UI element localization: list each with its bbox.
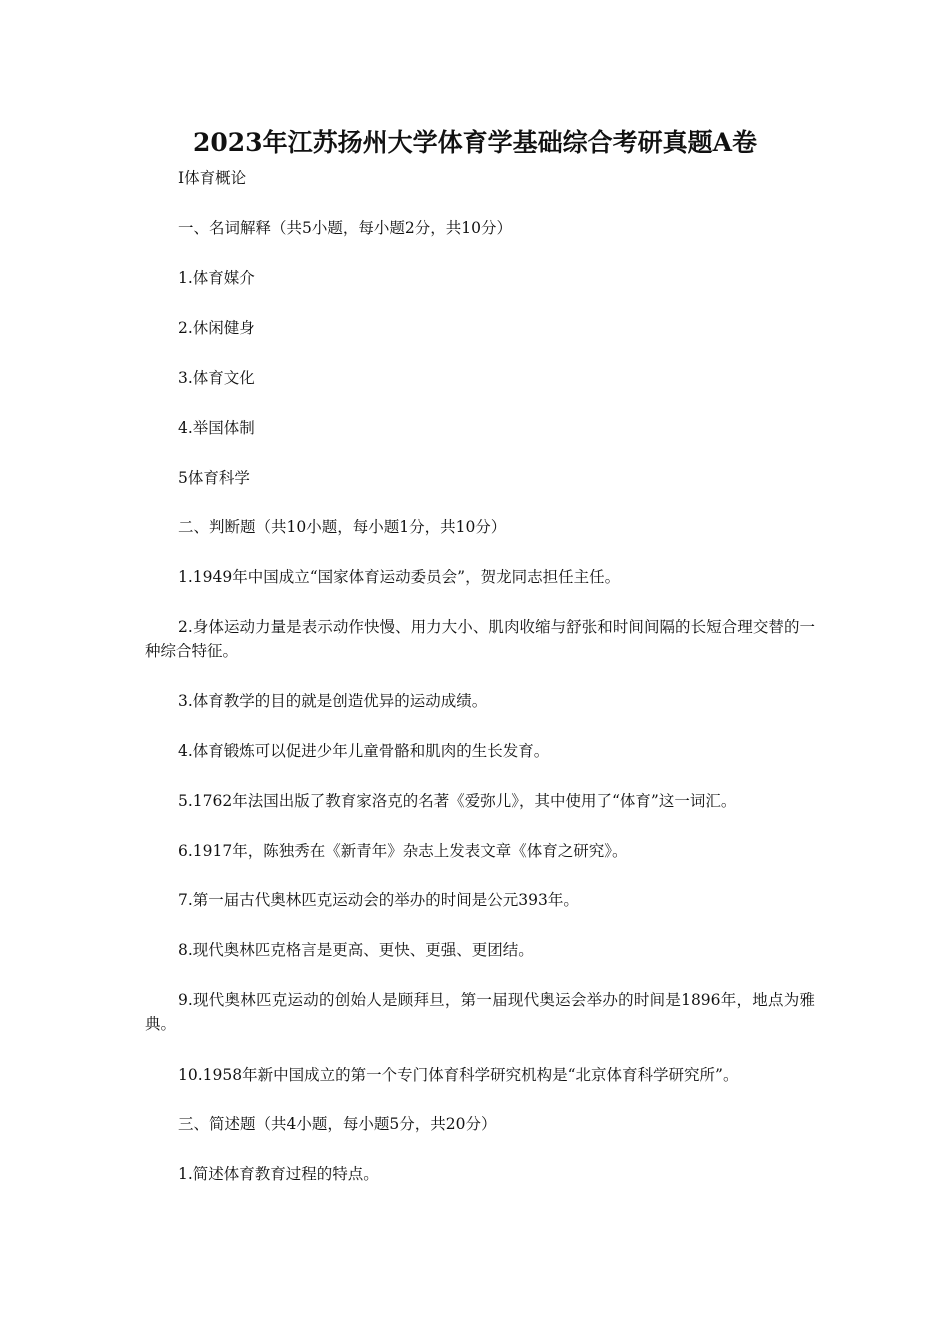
section1-item: 3.体育文化	[178, 369, 255, 387]
section2-item: 1.1949年中国成立“国家体育运动委员会”，贺龙同志担任主任。	[178, 568, 621, 586]
section1-item: 4.举国体制	[178, 419, 255, 437]
section3-item: 1.简述体育教育过程的特点。	[178, 1165, 379, 1183]
document-title: 2023年江苏扬州大学体育学基础综合考研真题A卷	[193, 128, 757, 157]
section2-item: 4.体育锻炼可以促进少年儿童骨骼和肌肉的生长发育。	[178, 742, 550, 760]
part-heading: Ⅰ体育概论	[178, 169, 247, 187]
section2-item: 2.身体运动力量是表示动作快慢、用力大小、肌肉收缩与舒张和时间间隔的长短合理交替的一种综合特征。	[145, 618, 815, 660]
section1-item: 2.休闲健身	[178, 319, 255, 337]
section2-item: 3.体育教学的目的就是创造优异的运动成绩。	[178, 692, 488, 710]
section2-item: 10.1958年新中国成立的第一个专门体育科学研究机构是“北京体育科学研究所”。	[178, 1066, 739, 1084]
section1-item: 5体育科学	[178, 469, 250, 487]
section2-item: 7.第一届古代奥林匹克运动会的举办的时间是公元393年。	[178, 891, 579, 909]
section2-item: 6.1917年，陈独秀在《新青年》杂志上发表文章《体育之研究》。	[178, 842, 628, 860]
section2-item: 8.现代奥林匹克格言是更高、更快、更强、更团结。	[178, 941, 534, 959]
section2-item: 5.1762年法国出版了教育家洛克的名著《爱弥儿》，其中使用了“体育”这一词汇。	[178, 792, 737, 810]
section1-item: 1.体育媒介	[178, 269, 255, 287]
section3-heading: 三、简述题（共4小题，每小题5分，共20分）	[178, 1115, 497, 1133]
section2-heading: 二、判断题（共10小题，每小题1分，共10分）	[178, 518, 507, 536]
section1-heading: 一、名词解释（共5小题，每小题2分，共10分）	[178, 219, 512, 237]
section2-item: 9.现代奥林匹克运动的创始人是顾拜旦，第一届现代奥运会举办的时间是1896年，地点为雅典。	[145, 991, 815, 1033]
